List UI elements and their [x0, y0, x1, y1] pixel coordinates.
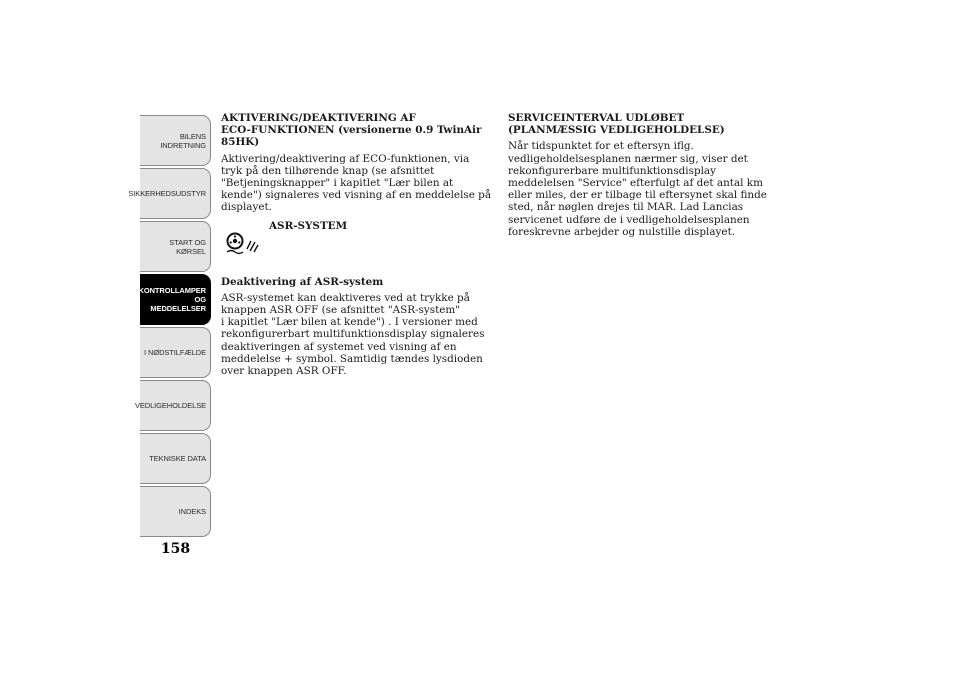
tab-label: TEKNISKE DATA	[149, 454, 206, 463]
service-heading: SERVICEINTERVAL UDLØBET (PLANMÆSSIG VEDLIGEHOLDELSE)	[508, 112, 725, 137]
tab-indeks[interactable]	[140, 486, 211, 537]
right-column	[508, 112, 776, 243]
tab-label: BILENS INDRETNING	[160, 131, 206, 150]
tab-bilens-indretning[interactable]	[140, 115, 211, 166]
chapter-tabs	[128, 115, 211, 539]
page-number: 158	[160, 541, 191, 557]
tab-tekniske-data[interactable]	[140, 433, 211, 484]
asr-section-title	[221, 220, 496, 252]
tab-start-og-korsel[interactable]	[140, 221, 211, 272]
tab-label: KONTROLLAMPER OG MEDDELELSER	[138, 286, 206, 313]
tab-label: VEDLIGEHOLDELSE	[134, 401, 206, 410]
tab-vedligeholdelse[interactable]	[134, 380, 211, 431]
tab-label: SIKKERHEDSUDSTYR	[128, 189, 206, 198]
tab-kontrollamper-og-meddelelser[interactable]	[140, 274, 211, 325]
tab-i-nodstilfaelde[interactable]	[140, 327, 211, 378]
service-body: Når tidspunktet for et eftersyn iflg. vedligeholdelsesplanen nærmer sig, viser det rekonfigurerbare multifunktionsdisplay meddelelsen "Service" efterfulgt af det antal km eller miles, der er tilbage til eftersynet skal finde sted, når nøglen drejes til MAR. Lad Lancias servicenet udføre de i vedligeholdelsesplanen foreskrevne arbejder og nulstille displayet.	[508, 140, 767, 238]
left-column	[221, 112, 496, 382]
asr-body: ASR-systemet kan deaktiveres ved at trykke på knappen ASR OFF (se afsnittet "ASR-system" i kapitlet "Lær bilen at kende") . I versioner med rekonfigurerbart multifunktionsdisplay signaleres deaktiveringen af systemet ved visning af en meddelelse + symbol. Samtidig tændes lysdioden over knappen ASR OFF.	[221, 291, 485, 378]
asr-title: ASR-SYSTEM	[269, 219, 348, 232]
tab-label: I NØDSTILFÆLDE	[144, 348, 206, 357]
eco-body: Aktivering/deaktivering af ECO-funktionen, via tryk på den tilhørende knap (se afsnittet "Betjeningsknapper" i kapitlet "Lær bilen at kende") signaleres ved visning af en meddelelse på displayet.	[221, 152, 492, 214]
tab-sikkerhedsudstyr[interactable]	[128, 168, 211, 219]
asr-traction-icon	[221, 231, 261, 255]
asr-sub-heading: Deaktivering af ASR-system	[221, 275, 384, 288]
tab-label: INDEKS	[178, 507, 206, 516]
eco-heading: AKTIVERING/DEAKTIVERING AF ECO-FUNKTIONEN (versionerne 0.9 TwinAir 85HK)	[221, 112, 482, 149]
tab-label: START OG KØRSEL	[169, 237, 206, 256]
